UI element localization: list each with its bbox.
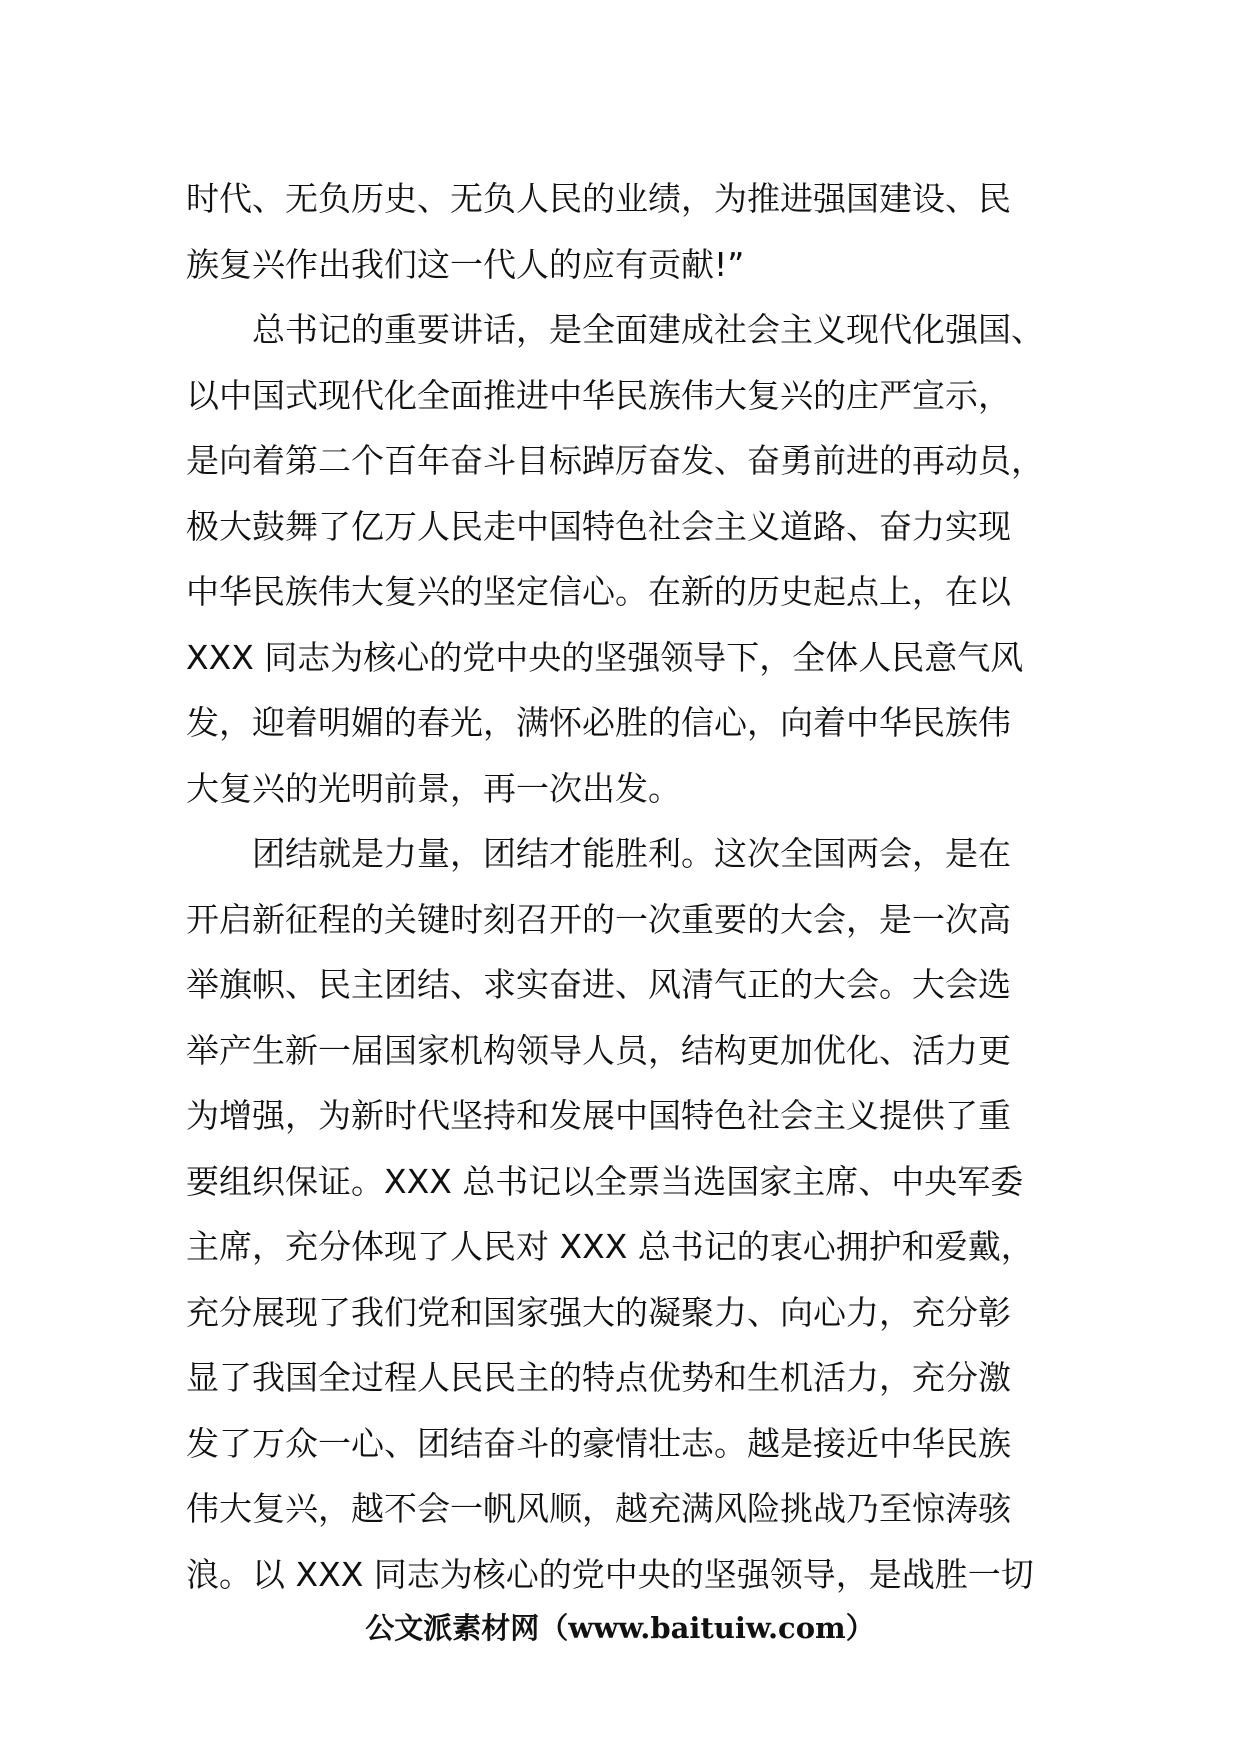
text-line: 发，迎着明媚的春光，满怀必胜的信心，向着中华民族伟 [186, 703, 1011, 742]
text-line: 是向着第二个百年奋斗目标踔厉奋发、奋勇前进的再动员， [186, 441, 1044, 480]
text-line: 以中国式现代化全面推进中华民族伟大复兴的庄严宣示， [186, 375, 1011, 415]
body-text [186, 166, 1066, 1607]
text-line: 团结就是力量，团结才能胜利。这次全国两会，是在 [252, 834, 1011, 873]
text-line: 伟大复兴，越不会一帆风顺，越充满风险挑战乃至惊涛骇 [186, 1489, 1011, 1528]
text-line: 总书记的重要讲话，是全面建成社会主义现代化强国、 [252, 310, 1044, 349]
text-line: 显了我国全过程人民民主的特点优势和生机活力，充分激 [186, 1358, 1011, 1397]
text-line: 中华民族伟大复兴的坚定信心。在新的历史起点上，在以 [186, 572, 1011, 611]
text-line: 开启新征程的关键时刻召开的一次重要的大会，是一次高 [186, 899, 1011, 939]
text-line: 举旗帜、民主团结、求实奋进、风清气正的大会。大会选 [186, 965, 1011, 1004]
text-line: XXX 同志为核心的党中央的坚强领导下，全体人民意气风 [186, 637, 1024, 677]
text-line: 主席，充分体现了人民对 XXX 总书记的衷心拥护和爱戴， [186, 1227, 1034, 1266]
footer-watermark: 公文派素材网（www.baituiw.com） [365, 1611, 875, 1645]
text-line: 时代、无负历史、无负人民的业绩，为推进强国建设、民 [186, 179, 1011, 218]
text-line: 要组织保证。XXX 总书记以全票当选国家主席、中央军委 [186, 1161, 1024, 1201]
text-line: 为增强，为新时代坚持和发展中国特色社会主义提供了重 [186, 1096, 1011, 1135]
text-line: 浪。以 XXX 同志为核心的党中央的坚强领导，是战胜一切 [186, 1554, 1034, 1594]
text-line: 充分展现了我们党和国家强大的凝聚力、向心力，充分彰 [186, 1292, 1011, 1332]
text-line: 族复兴作出我们这一代人的应有贡献!” [186, 244, 745, 284]
text-line: 极大鼓舞了亿万人民走中国特色社会主义道路、奋力实现 [186, 506, 1011, 546]
text-line: 发了万众一心、团结奋斗的豪情壮志。越是接近中华民族 [186, 1423, 1011, 1463]
text-line: 大复兴的光明前景，再一次出发。 [186, 768, 681, 808]
text-line: 举产生新一届国家机构领导人员，结构更加优化、活力更 [186, 1030, 1011, 1070]
